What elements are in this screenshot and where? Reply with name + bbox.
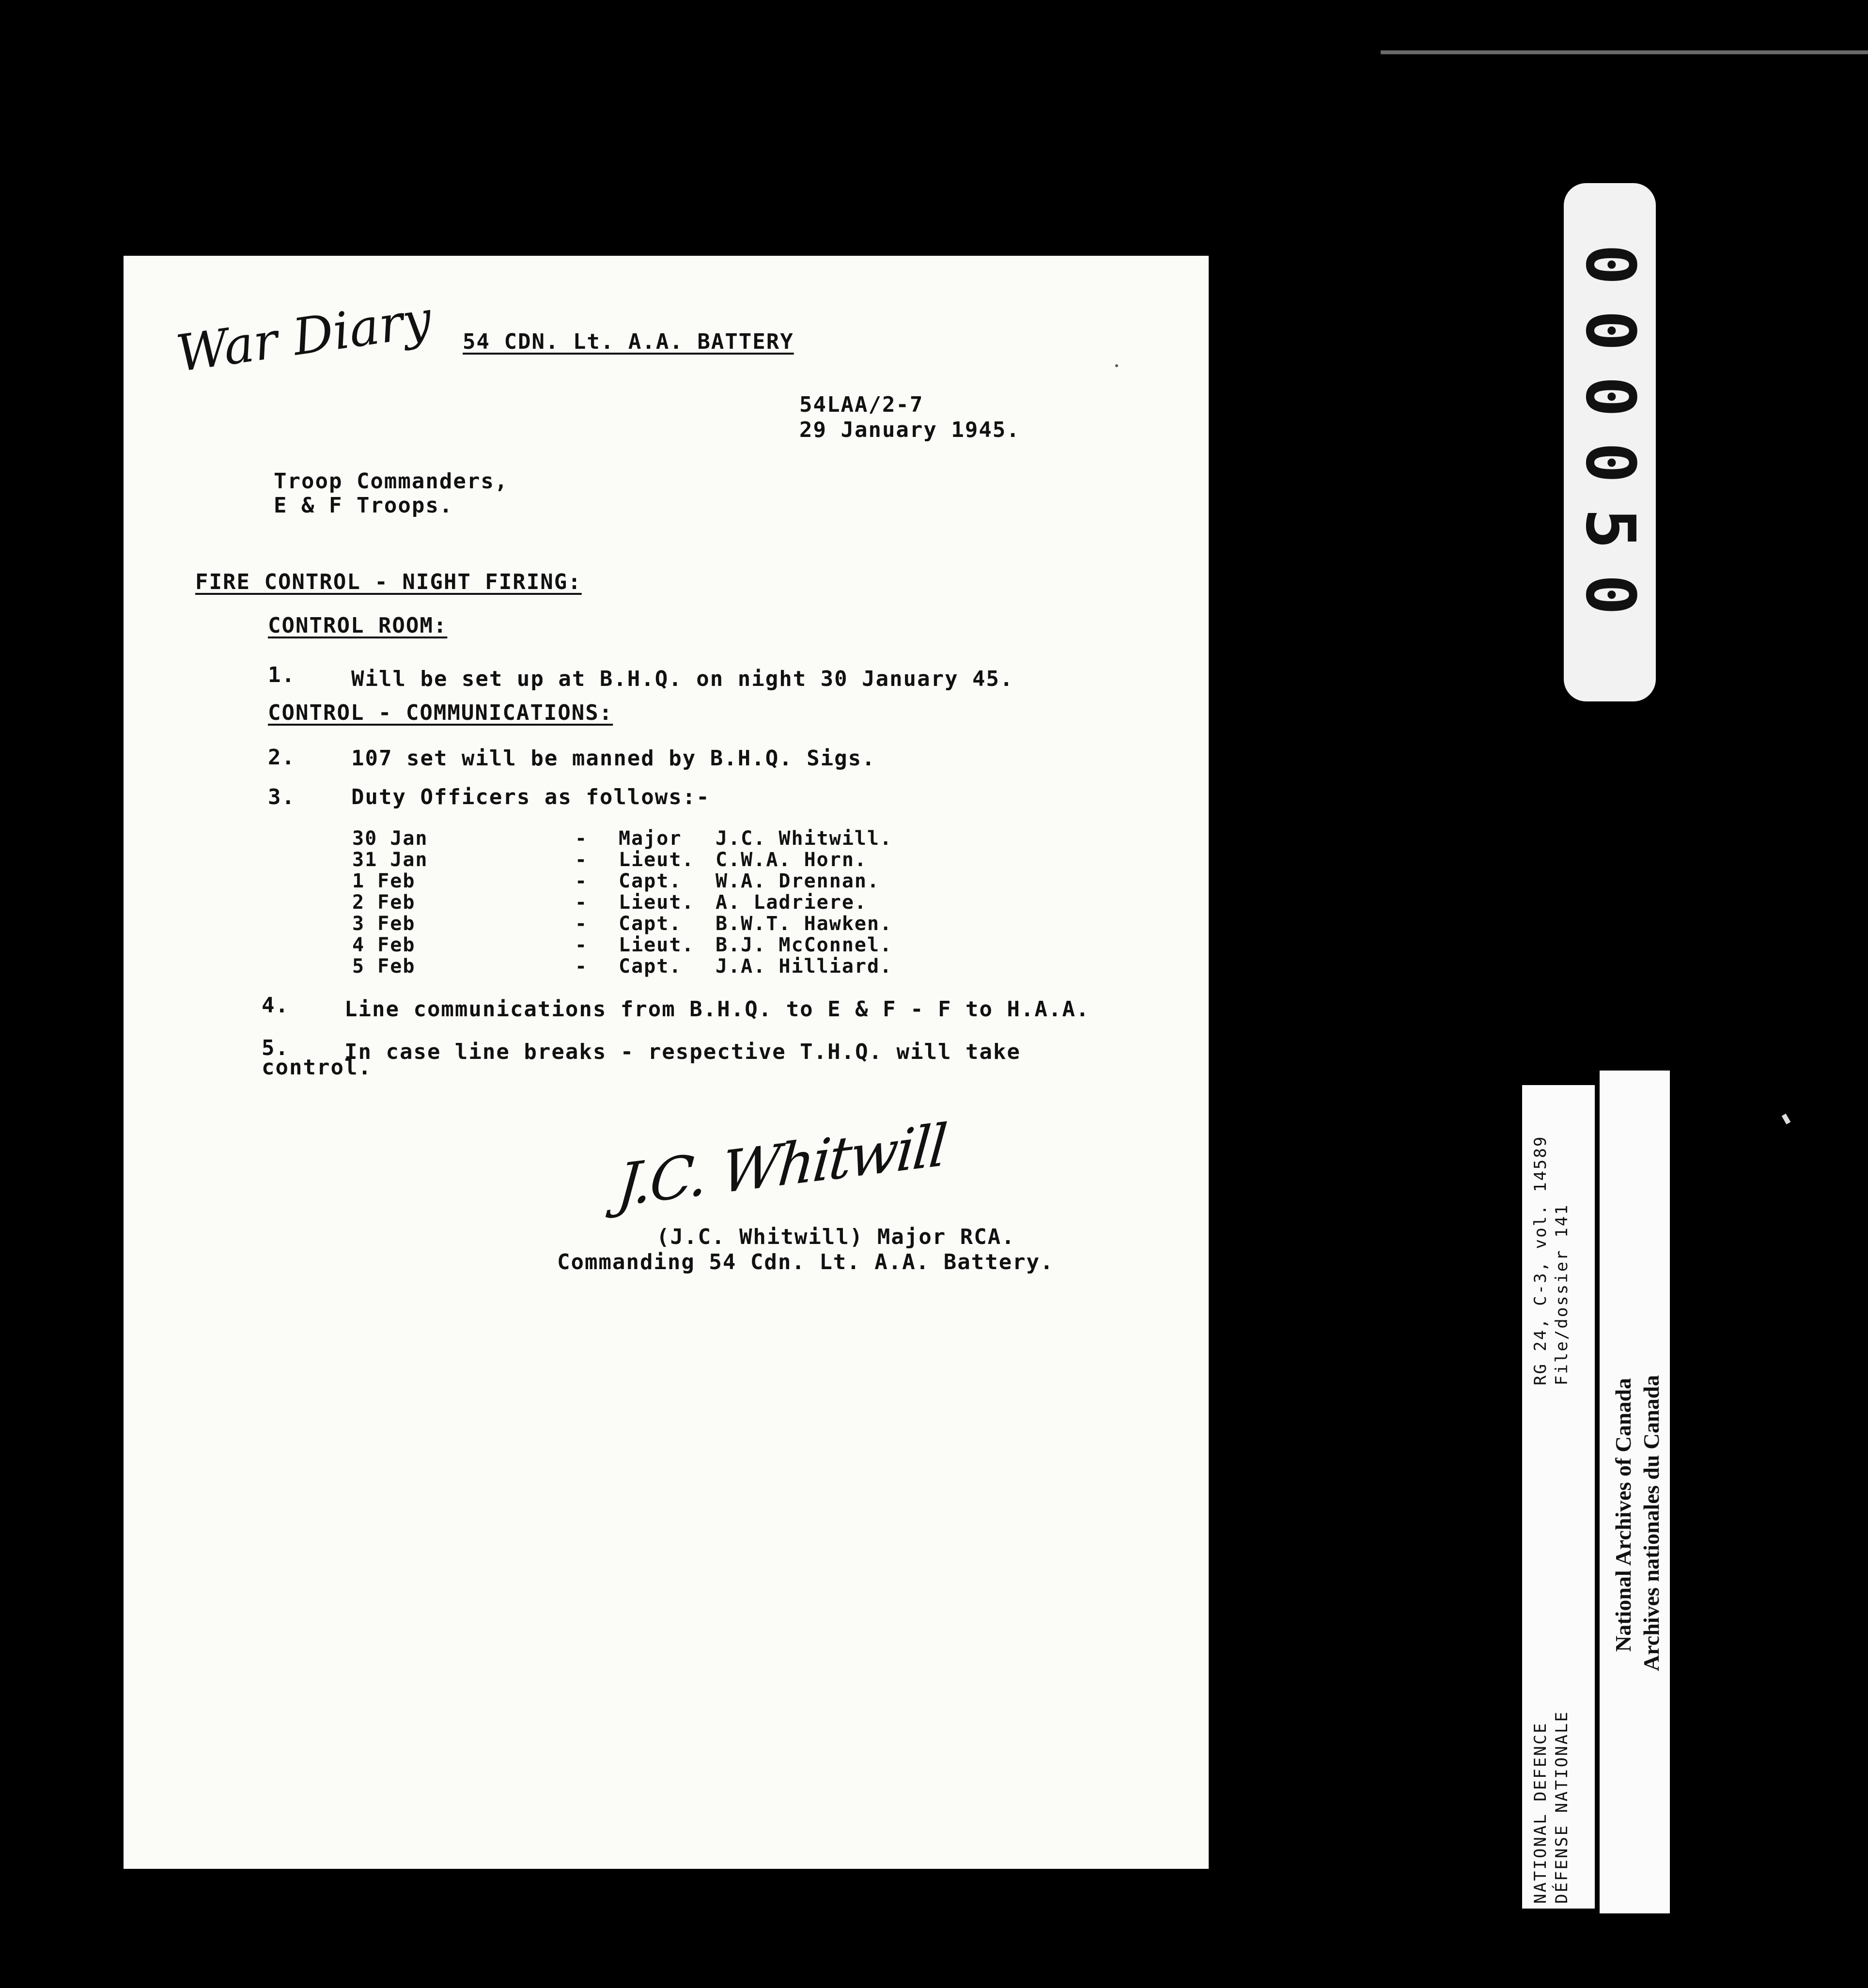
document-date: 29 January 1945. bbox=[799, 418, 1020, 442]
unit-title: 54 CDN. Lt. A.A. BATTERY bbox=[463, 329, 794, 354]
addressee-line-1: Troop Commanders, bbox=[274, 469, 509, 494]
department-name-english: NATIONAL DEFENCE bbox=[1531, 1722, 1550, 1904]
duty-date: 31 Jan bbox=[352, 849, 428, 871]
signatory-title: Commanding 54 Cdn. Lt. A.A. Battery. bbox=[557, 1250, 1054, 1274]
national-archives-label bbox=[1600, 1071, 1670, 1913]
frame-number: 000050 bbox=[1571, 244, 1650, 640]
duty-dash: - bbox=[575, 913, 588, 935]
duty-row bbox=[352, 827, 1079, 849]
duty-row bbox=[352, 891, 1079, 913]
duty-rank: Capt. bbox=[619, 913, 682, 935]
duty-officer-name: W.A. Drennan. bbox=[716, 870, 880, 892]
duty-rank: Capt. bbox=[619, 870, 682, 892]
duty-rank: Capt. bbox=[619, 955, 682, 978]
film-speck bbox=[1115, 364, 1118, 367]
document-page bbox=[124, 256, 1209, 1869]
duty-dash: - bbox=[575, 849, 588, 871]
duty-rank: Lieut. bbox=[619, 891, 695, 914]
duty-row bbox=[352, 934, 1079, 955]
addressee-line-2: E & F Troops. bbox=[274, 493, 453, 518]
duty-date: 3 Feb bbox=[352, 913, 416, 935]
duty-dash: - bbox=[575, 934, 588, 956]
control-room-heading: CONTROL ROOM: bbox=[268, 613, 448, 638]
duty-rank: Lieut. bbox=[619, 849, 695, 871]
archives-name-french: Archives nationales du Canada bbox=[1639, 1375, 1664, 1671]
archives-name-english: National Archives of Canada bbox=[1611, 1378, 1635, 1652]
duty-officer-name: B.J. McConnel. bbox=[716, 934, 893, 956]
duty-row bbox=[352, 913, 1079, 934]
duty-officer-name: C.W.A. Horn. bbox=[716, 849, 867, 871]
duty-row bbox=[352, 870, 1079, 891]
reference-number: 54LAA/2-7 bbox=[799, 392, 924, 417]
duty-rank: Major bbox=[619, 827, 682, 850]
duty-dash: - bbox=[575, 955, 588, 978]
department-name-french: DÉFENSE NATIONALE bbox=[1552, 1710, 1572, 1904]
duty-officer-name: A. Ladriere. bbox=[716, 891, 867, 914]
duty-row bbox=[352, 849, 1079, 870]
item-5-text: In case line breaks - respective T.H.Q. will take bbox=[344, 1040, 1021, 1064]
frame-number-strip bbox=[1564, 183, 1656, 701]
duty-row bbox=[352, 955, 1079, 977]
duty-rank: Lieut. bbox=[619, 934, 695, 956]
subject-heading: FIRE CONTROL - NIGHT FIRING: bbox=[195, 570, 582, 594]
item-3-text: Duty Officers as follows:- bbox=[351, 785, 710, 809]
communications-heading: CONTROL - COMMUNICATIONS: bbox=[268, 700, 613, 725]
handwritten-signature: J.C. Whitwill bbox=[614, 1111, 949, 1220]
duty-dash: - bbox=[575, 891, 588, 914]
archive-reference-label bbox=[1522, 1085, 1595, 1909]
duty-date: 4 Feb bbox=[352, 934, 416, 956]
item-4-number: 4. bbox=[262, 993, 289, 1018]
item-2-number: 2. bbox=[268, 745, 296, 770]
duty-dash: - bbox=[575, 827, 588, 850]
item-5-continuation: control. bbox=[262, 1055, 372, 1080]
duty-dash: - bbox=[575, 870, 588, 892]
duty-officer-name: J.A. Hilliard. bbox=[716, 955, 893, 978]
item-1-text: Will be set up at B.H.Q. on night 30 January 45. bbox=[351, 667, 1014, 691]
film-edge-line bbox=[1381, 50, 1868, 54]
item-4-text: Line communications from B.H.Q. to E & F - F to H.A.A. bbox=[344, 997, 1090, 1022]
item-1-number: 1. bbox=[268, 663, 296, 687]
archive-reference-line-1: RG 24, C-3, vol. 14589 bbox=[1531, 1135, 1550, 1385]
duty-date: 2 Feb bbox=[352, 891, 416, 914]
film-speck bbox=[1782, 1114, 1791, 1124]
item-2-text: 107 set will be manned by B.H.Q. Sigs. bbox=[351, 746, 876, 771]
archive-reference-line-2: File/dossier 141 bbox=[1552, 1203, 1572, 1385]
duty-date: 1 Feb bbox=[352, 870, 416, 892]
duty-officer-name: B.W.T. Hawken. bbox=[716, 913, 893, 935]
signatory-name: (J.C. Whitwill) Major RCA. bbox=[656, 1225, 1015, 1249]
item-3-number: 3. bbox=[268, 785, 296, 809]
duty-officer-name: J.C. Whitwill. bbox=[716, 827, 893, 850]
handwritten-war-diary-note: War Diary bbox=[172, 289, 436, 384]
duty-date: 5 Feb bbox=[352, 955, 416, 978]
item-5-number: 5. bbox=[262, 1036, 289, 1060]
duty-date: 30 Jan bbox=[352, 827, 428, 850]
